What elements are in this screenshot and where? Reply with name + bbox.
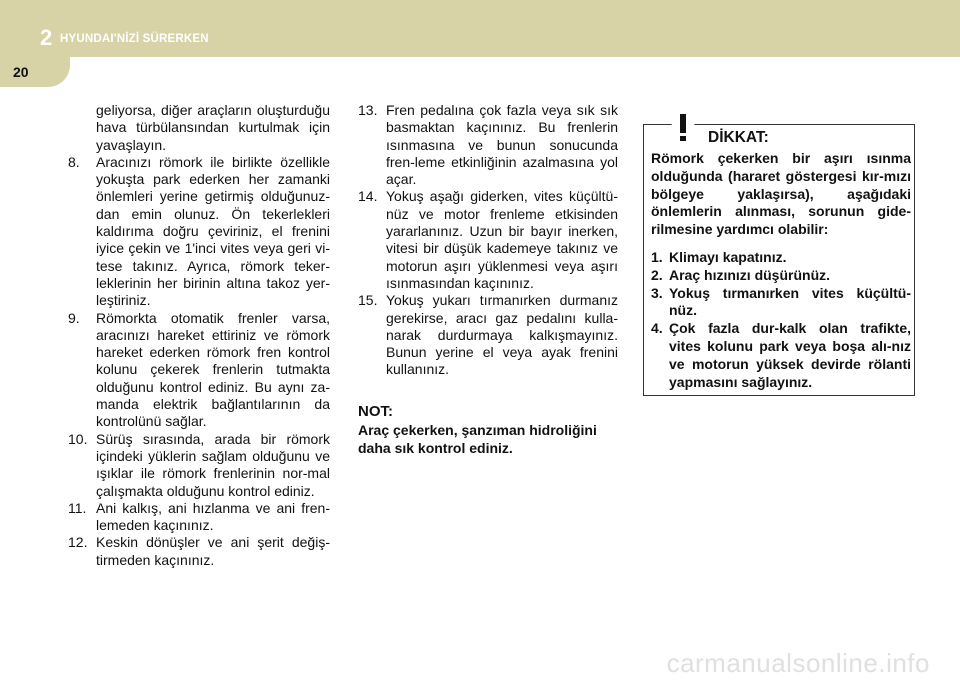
middle-column <box>358 102 618 457</box>
note-text: Araç çekerken, şanzıman hidroliğini daha sık kontrol ediniz. <box>358 421 597 456</box>
item-text: Sürüş sırasında, arada bir römork içindeki yüklerin sağlam olduğunu ve ışıklar ile römork frenlerinin nor-mal çalışmakta olduğunu kontrol ediniz. <box>96 430 330 499</box>
continuation-text: geliyorsa, diğer araçların oluşturduğu hava türbülansından kurtulmak için yavaşlayın. <box>96 102 330 153</box>
item-number: 11. <box>68 499 87 516</box>
item-number: 15. <box>358 292 378 309</box>
item-number: 9. <box>68 309 80 326</box>
list-item <box>358 188 618 292</box>
list-item <box>651 320 911 391</box>
chapter-number: 2 <box>40 25 53 50</box>
list-item <box>68 310 330 431</box>
item-text: Fren pedalına çok fazla veya sık sık basmaktan kaçınınız. Bu frenlerin ısınmasına ve bunun sonucunda fren-leme etkinliğinin azalmasına yol açar. <box>386 102 618 188</box>
list-item <box>68 154 330 310</box>
item-number: 10. <box>68 430 88 447</box>
item-text: Aracınızı römork ile birlikte özellikle yokuşta park ederken her zamanki önlemleri yerine getirmiş olduğunuz-dan emin olunuz. Ön tekerlekleri kaldırıma doğru çeviriniz, el frenini iyice çekin ve 1'inci vites veya geri vi-tese takınız. Ayrıca, römork teker-leklerinin her birinin altına takoz yer-leştiriniz. <box>96 153 330 309</box>
caution-title: DİKKAT: <box>708 129 769 146</box>
caution-box <box>643 124 915 396</box>
list-item <box>68 534 330 569</box>
item-text: Klimayı kapatınız. <box>669 248 787 265</box>
note-heading: NOT: <box>358 402 393 420</box>
item-number: 14. <box>358 188 378 205</box>
item-number: 8. <box>68 153 80 170</box>
item-text: Yokuş tırmanırken vites küçültü-nüz. <box>669 284 911 319</box>
list-item <box>68 431 330 500</box>
list-item <box>651 267 911 285</box>
caution-body <box>651 150 911 391</box>
item-number: 13. <box>358 102 378 118</box>
list-item <box>358 292 618 378</box>
list-item <box>651 285 911 321</box>
item-number: 4. <box>651 320 663 337</box>
caution-list <box>651 249 911 391</box>
item-text: Yokuş yukarı tırmanırken durmanız gerekirse, aracı gaz pedalını kulla-narak durdurmaya kalkışmayınız. Bunun yerine el veya ayak frenini kullanınız. <box>386 292 618 378</box>
item-text: Keskin dönüşler ve ani şerit değiş-tirmeden kaçınınız. <box>96 534 330 568</box>
item-text: Ani kalkış, ani hızlanma ve ani fren-lemeden kaçınınız. <box>96 499 330 534</box>
exclamation-triangle-icon <box>660 105 706 145</box>
item-number: 12. <box>68 534 88 551</box>
list-item <box>651 249 911 267</box>
item-number: 2. <box>651 266 663 283</box>
item-text: Araç hızınızı düşürünüz. <box>669 266 831 283</box>
page-number-tab <box>0 57 70 87</box>
item-text: Çok fazla dur-kalk olan trafikte, vites kolunu park veya boşa alı-nız ve motorun yüksek devirde rölanti yapmasını sağlayınız. <box>669 320 911 390</box>
left-column <box>68 102 330 569</box>
header-band <box>0 0 960 57</box>
item-number: 3. <box>651 284 663 301</box>
item-text: Yokuş aşağı giderken, vites küçültü-nüz ve motor frenleme etkisinden yararlanınız. Uzun bir bayır inerken, vitesi bir düşük kademeye takınız ve motorun aşırı yüklenmesi veya aşırı ısınmasından kaçınınız. <box>386 188 618 291</box>
chapter-title: HYUNDAI'NİZİ SÜRERKEN <box>60 33 209 45</box>
list-item <box>358 102 618 188</box>
item-number: 1. <box>651 248 663 265</box>
item-text: Römorkta otomatik frenler varsa, aracınızı hareket ettiriniz ve römork hareket ederken römork fren kontrol kolunu çekerek frenlerin tutmakta olduğunu kontrol ediniz. Bu aynı za-manda elektrik bağlantılarının da kontrolünü sağlar. <box>96 309 330 430</box>
caution-intro: Römork çekerken bir aşırı ısınma olduğunda (hararet göstergesi kır-mızı bölgeye yaklaşırsa), aşağıdaki önlemlerin alınması, sorunun gide-rilmesine yardımcı olabilir: <box>651 150 911 238</box>
page-number: 20 <box>13 64 29 80</box>
watermark: carmanualsonline.info <box>666 648 930 678</box>
list-item <box>68 500 330 535</box>
